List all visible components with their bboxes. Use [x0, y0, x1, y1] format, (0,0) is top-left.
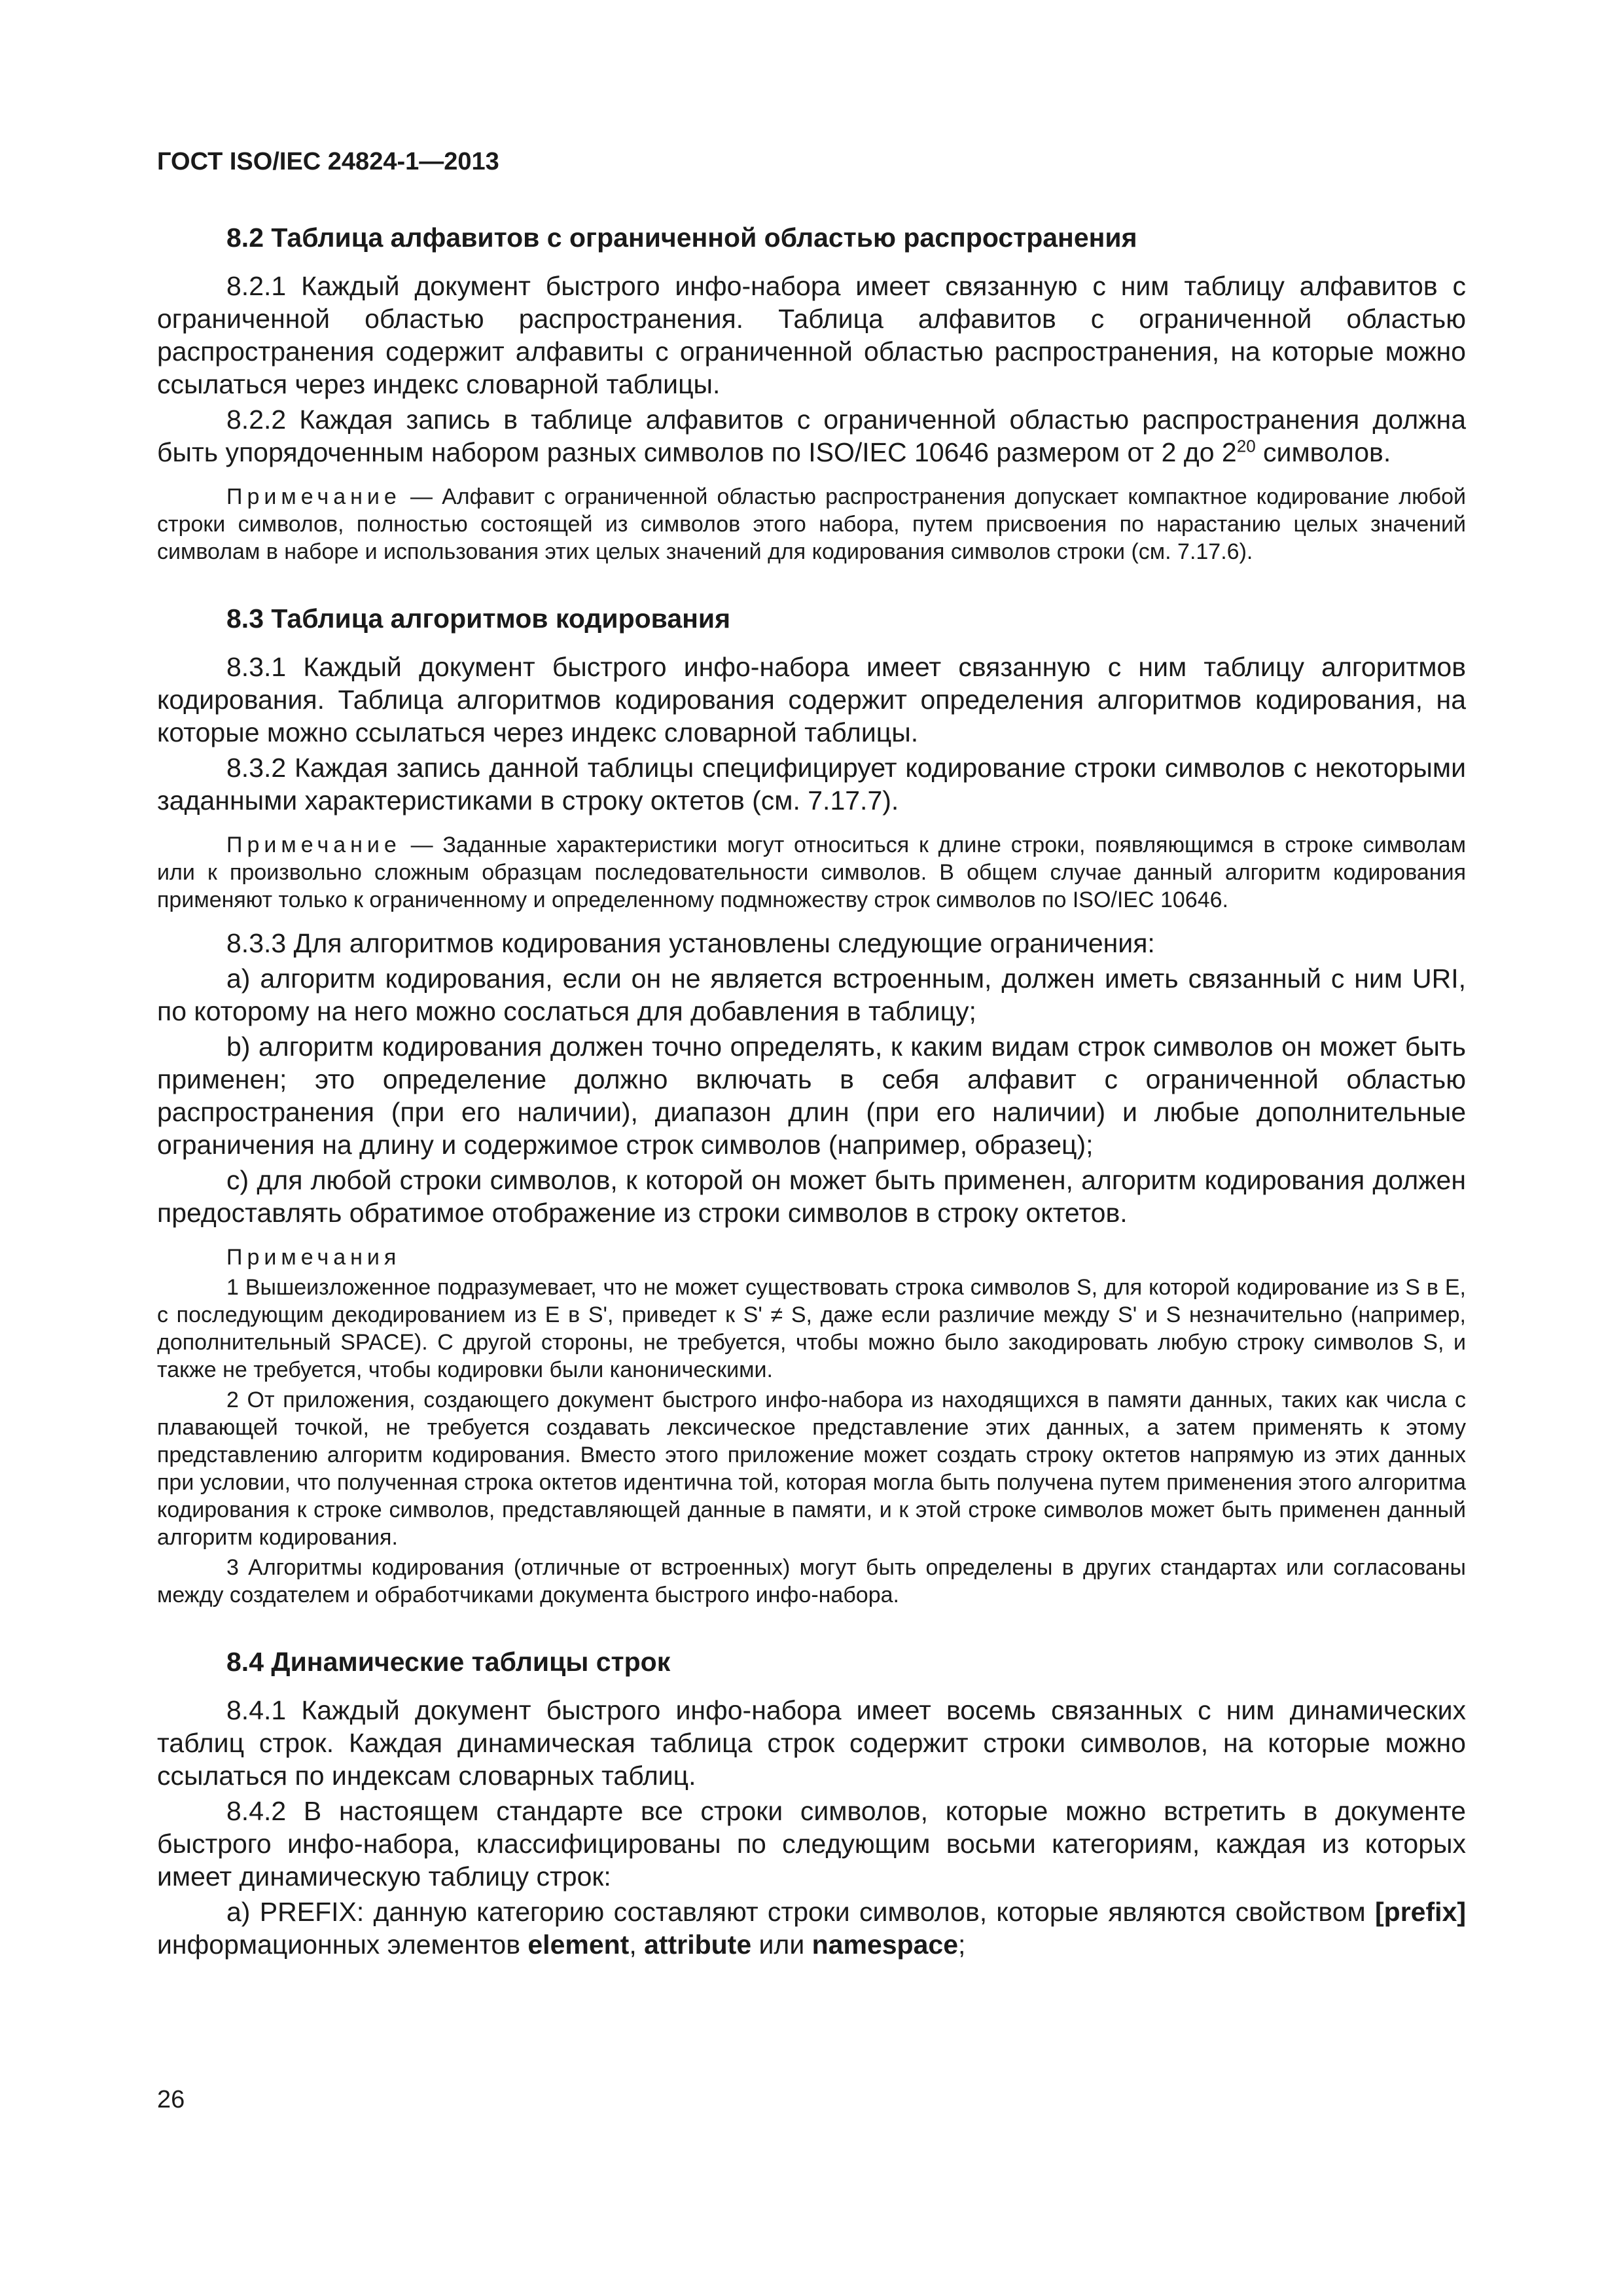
bold-term-prefix: [prefix]: [1375, 1897, 1466, 1927]
paragraph-8-3-3: 8.3.3 Для алгоритмов кодирования установлены следующие ограничения:: [226, 928, 1155, 958]
paragraph-8-2-2-text: 8.2.2 Каждая запись в таблице алфавитов с ограниченной областью распространения должна быть упорядоченным набором разных символов по ISO/IEC 10646 размером от 2 до 2: [157, 404, 1466, 467]
text-run: a) PREFIX: данную категорию составляют строки символов, которые являются свойством: [226, 1897, 1376, 1927]
paragraph-8-2-2: [157, 403, 1466, 469]
page-number: 26: [157, 2086, 185, 2113]
note-text: — Алфавит с ограниченной областью распространения допускает компактное кодирование любой строки символов, полностью состоящей из символов этого набора, путем присвоения по нарастанию целых значений символам в наборе и использования этих целых значений для кодирования символов строки (см. 7.17.6).: [157, 484, 1466, 564]
paragraph-8-4-2: 8.4.2 В настоящем стандарте все строки символов, которые можно встретить в документе быстрого инфо-набора, классифицированы по следующим восьми категориям, каждая из которых имеет динамическую таблицу строк:: [157, 1796, 1466, 1892]
bold-term-attribute: attribute: [644, 1929, 752, 1960]
text-run: ;: [958, 1929, 966, 1960]
text-run: ,: [629, 1929, 645, 1960]
text-run: информационных элементов: [157, 1929, 528, 1960]
list-item-a: a) алгоритм кодирования, если он не является встроенным, должен иметь связанный с ним URI, по которому на него можно сослаться для добавления в таблицу;: [157, 963, 1466, 1026]
section-8-4-heading: 8.4 Динамические таблицы строк: [226, 1647, 671, 1677]
note-item-1: 1 Вышеизложенное подразумевает, что не может существовать строка символов S, для которой кодирование из S в E, с последующим декодированием из E в S', приведет к S' ≠ S, даже если различие между S' и S незначительно (например, дополнительный SPACE). С другой стороны, не требуется, чтобы можно было закодировать любую строку символов S, и также не требуется, чтобы кодировки были каноническими.: [157, 1275, 1466, 1382]
notes-heading: Примечания: [226, 1245, 401, 1270]
section-8-2-heading: 8.2 Таблица алфавитов с ограниченной областью распространения: [226, 223, 1137, 253]
note-8-2: [157, 483, 1466, 565]
document-body: [157, 219, 1466, 1964]
note-label: Примечание: [226, 833, 401, 857]
paragraph-8-4-1: 8.4.1 Каждый документ быстрого инфо-набора имеет восемь связанных с ним динамических таблиц строк. Каждая динамическая таблица строк содержит строки символов, на которые можно ссылаться по индексам словарных таблиц.: [157, 1695, 1466, 1791]
list-item-c: c) для любой строки символов, к которой он может быть применен, алгоритм кодирования должен предоставлять обратимое отображение из строки символов в строку октетов.: [157, 1165, 1466, 1228]
paragraph-8-3-2: 8.3.2 Каждая запись данной таблицы специфицирует кодирование строки символов с некоторыми заданными характеристиками в строку октетов (см. 7.17.7).: [157, 753, 1466, 816]
note-text: — Заданные характеристики могут относиться к длине строки, появляющимся в строке символам или к произвольно сложным образцам последовательности символов. В общем случае данный алгоритм кодирования применяют только к ограниченному и определенному подмножеству строк символов по ISO/IEC 10646.: [157, 833, 1466, 912]
note-label: Примечание: [226, 484, 401, 509]
text-run: или: [751, 1929, 812, 1960]
list-item-prefix: [157, 1895, 1466, 1961]
section-8-3-heading: 8.3 Таблица алгоритмов кодирования: [226, 603, 731, 634]
bold-term-element: element: [527, 1929, 630, 1960]
exponent: 20: [1236, 436, 1256, 456]
bold-term-namespace: namespace: [812, 1929, 958, 1960]
paragraph-8-3-1: 8.3.1 Каждый документ быстрого инфо-набора имеет связанную с ним таблицу алгоритмов кодирования. Таблица алгоритмов кодирования содержит определения алгоритмов кодирования, на которые можно ссылаться через индекс словарной таблицы.: [157, 652, 1466, 747]
list-item-b: b) алгоритм кодирования должен точно определять, к каким видам строк символов он может быть применен; это определение должно включать в себя алфавит с ограниченной областью распространения (при его наличии), диапазон длин (при его наличии) и любые дополнительные ограничения на длину и содержимое строк символов (например, образец);: [157, 1031, 1466, 1160]
paragraph-8-2-1: 8.2.1 Каждый документ быстрого инфо-набора имеет связанную с ним таблицу алфавитов с ограниченной областью распространения. Таблица алфавитов с ограниченной областью распространения содержит алфавиты с ограниченной областью распространения, на которые можно ссылаться через индекс словарной таблицы.: [157, 271, 1466, 399]
note-item-3: 3 Алгоритмы кодирования (отличные от встроенных) могут быть определены в других стандартах или согласованы между создателем и обработчиками документа быстрого инфо-набора.: [157, 1555, 1466, 1607]
note-item-2: 2 От приложения, создающего документ быстрого инфо-набора из находящихся в памяти данных, таких как числа с плавающей точкой, не требуется создавать лексическое представление этих данных, а затем применять к этому представлению алгоритм кодирования. Вместо этого приложение может создать строку октетов напрямую из этих данных при условии, что полученная строка октетов идентична той, которая могла быть получена путем применения этого алгоритма кодирования к строке символов, представляющей данные в памяти, и к этой строке символов может быть применен данный алгоритм кодирования.: [157, 1388, 1466, 1550]
paragraph-8-2-2-end: символов.: [1255, 437, 1391, 467]
document-page: [157, 0, 1466, 2296]
document-header: ГОСТ ISO/IEC 24824-1—2013: [157, 148, 499, 175]
note-8-3: [157, 831, 1466, 914]
